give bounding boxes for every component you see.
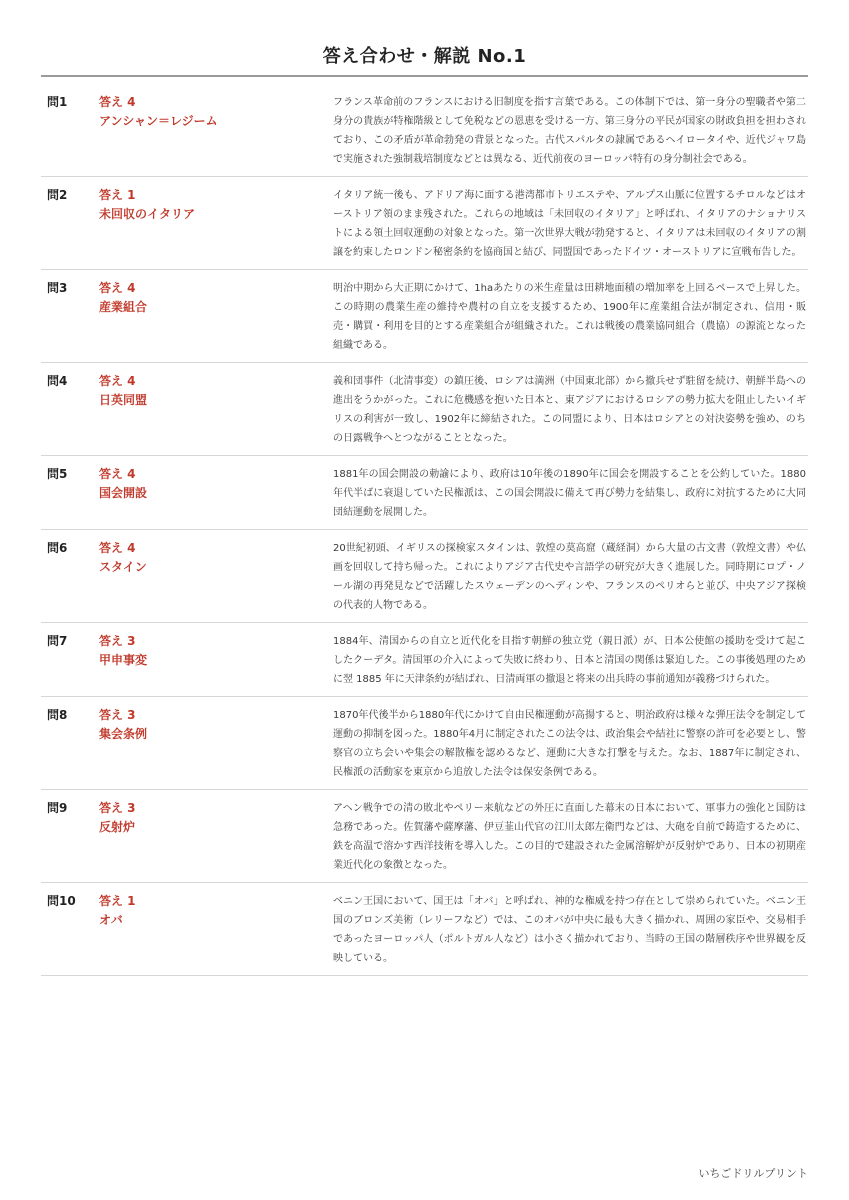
answer-row — [41, 883, 808, 976]
question-number: 問1 — [47, 95, 68, 109]
question-number: 問3 — [47, 281, 68, 295]
explanation-text: 1870年代後半から1880年代にかけて自由民権運動が高揚すると、明治政府は様々な弾圧法令を制定して運動の抑制を図った。1880年4月に制定されたこの法令は、政治集会や結社に警察の許可を必要とし、警察官の立ち会いや集会の解散権を認めるなど、運動に大きな打撃を与えた。なお、1887年に制定され、民権派の活動家を東京から追放した法令は保安条例である。 — [333, 710, 806, 778]
answer-label: 答え 4 — [99, 467, 136, 481]
answer-term: スタイン — [99, 560, 147, 574]
title-divider — [41, 75, 808, 77]
explanation-text: ベニン王国において、国王は「オバ」と呼ばれ、神的な権威を持つ存在として崇められていた。ベニン王国のブロンズ美術（レリーフなど）では、このオバが中央に最も大きく描かれ、周囲の家臣や、交易相手であったヨーロッパ人（ポルトガル人など）は小さく描かれており、当時の王国の階層秩序や世界観を反映している。 — [333, 896, 806, 964]
answer-block — [99, 279, 333, 317]
answer-block — [99, 632, 333, 670]
footer-brand: いちごドリルプリント — [698, 1167, 808, 1180]
answer-block — [99, 372, 333, 410]
answer-block — [99, 799, 333, 837]
answer-label: 答え 1 — [99, 894, 136, 908]
explanation-text: 1884年、清国からの自立と近代化を目指す朝鮮の独立党（親日派）が、日本公使館の援助を受けて起こしたクーデタ。清国軍の介入によって失敗に終わり、日本と清国の関係は緊迫した。この事後処理のために翌 1885 年に天津条約が結ばれ、日清両軍の撤退と将来の出兵時の事前通知が義務づけられた。 — [333, 636, 806, 685]
answer-block — [99, 186, 333, 224]
answer-block — [99, 93, 333, 131]
explanation-text: 1881年の国会開設の勅諭により、政府は10年後の1890年に国会を開設することを公約していた。1880年代半ばに衰退していた民権派は、この国会開設に備えて再び勢力を結集し、政府に対抗するために大同団結運動を展開した。 — [333, 469, 806, 518]
answer-block — [99, 706, 333, 744]
explanation-text: 明治中期から大正期にかけて、1haあたりの米生産量は田耕地面積の増加率を上回るペースで上昇した。この時期の農業生産の維持や農村の自立を支援するため、1900年に産業組合法が制定され、信用・販売・購買・利用を目的とする産業組合が組織された。これは戦後の農業協同組合（農協）の源流となった組織である。 — [333, 283, 806, 351]
question-number: 問2 — [47, 188, 68, 202]
answer-term: 甲申事変 — [99, 653, 148, 667]
question-number: 問10 — [47, 894, 76, 908]
question-number: 問5 — [47, 467, 68, 481]
answer-row — [41, 623, 808, 697]
answer-row — [41, 177, 808, 270]
answer-list — [41, 84, 808, 976]
explanation-text: アヘン戦争での清の敗北やペリー来航などの外圧に直面した幕末の日本において、軍事力の強化と国防は急務であった。佐賀藩や薩摩藩、伊豆韮山代官の江川太郎左衛門などは、大砲を自前で鋳造するために、鉄を高温で溶かす西洋技術を導入した。この目的で建設された金属溶解炉が反射炉であり、日本の初期産業近代化の象徴となった。 — [333, 803, 806, 871]
explanation-text: イタリア統一後も、アドリア海に面する港湾都市トリエステや、アルプス山脈に位置するチロルなどはオーストリア領のまま残された。これらの地域は「未回収のイタリア」と呼ばれ、イタリアのナショナリストによる領土回収運動の対象となった。第一次世界大戦が勃発すると、イタリアは未回収のイタリアの割譲を約束したロンドン秘密条約を協商国と結び、同盟国であったドイツ・オーストリアに宣戦布告した。 — [333, 190, 806, 258]
explanation-text: フランス革命前のフランスにおける旧制度を指す言葉である。この体制下では、第一身分の聖職者や第二身分の貴族が特権階級として免税などの恩恵を受ける一方、第三身分の平民が国家の財政負担を担わされており、この矛盾が革命勃発の背景となった。古代スパルタの隷属であるヘイロータイや、近代ジャワ島で実施された強制栽培制度などとは異なる、近代前夜のヨーロッパ特有の身分制社会である。 — [333, 97, 806, 165]
answer-term: オバ — [99, 913, 123, 927]
answer-row — [41, 270, 808, 363]
explanation-text: 義和団事件（北清事変）の鎮圧後、ロシアは満洲（中国東北部）から撤兵せず駐留を続け、朝鮮半島への進出をうかがった。これに危機感を抱いた日本と、東アジアにおけるロシアの勢力拡大を阻止したいイギリスの利害が一致し、1902年に締結された。この同盟により、日本はロシアとの対決姿勢を強め、のちの日露戦争へとつながることとなった。 — [333, 376, 806, 444]
answer-term: 反射炉 — [99, 820, 136, 834]
answer-row — [41, 697, 808, 790]
answer-term: 未回収のイタリア — [99, 207, 196, 221]
answer-row — [41, 456, 808, 530]
answer-label: 答え 4 — [99, 95, 136, 109]
question-number: 問9 — [47, 801, 68, 815]
answer-label: 答え 3 — [99, 708, 136, 722]
answer-label: 答え 3 — [99, 801, 136, 815]
answer-row — [41, 363, 808, 456]
answer-block — [99, 465, 333, 503]
question-number: 問6 — [47, 541, 68, 555]
question-number: 問7 — [47, 634, 68, 648]
question-number: 問4 — [47, 374, 68, 388]
answer-term: アンシャン＝レジーム — [99, 114, 218, 128]
answer-row — [41, 790, 808, 883]
answer-label: 答え 3 — [99, 634, 136, 648]
answer-block — [99, 539, 333, 577]
question-number: 問8 — [47, 708, 68, 722]
page-title: 答え合わせ・解説 No.1 — [322, 46, 527, 67]
answer-label: 答え 4 — [99, 281, 136, 295]
answer-row — [41, 84, 808, 177]
explanation-text: 20世紀初頭、イギリスの探検家スタインは、敦煌の莫高窟（蔵経洞）から大量の古文書（敦煌文書）や仏画を回収して持ち帰った。これによりアジア古代史や言語学の研究が大きく進展した。同時期にロプ・ノール湖の再発見などで活躍したスウェーデンのヘディンや、フランスのペリオらと並び、中央アジア探検の代表的人物である。 — [333, 543, 806, 611]
answer-label: 答え 4 — [99, 374, 136, 388]
answer-block — [99, 892, 333, 930]
answer-row — [41, 530, 808, 623]
answer-term: 産業組合 — [99, 300, 148, 314]
answer-term: 日英同盟 — [99, 393, 148, 407]
answer-term: 集会条例 — [99, 727, 148, 741]
answer-label: 答え 1 — [99, 188, 136, 202]
answer-label: 答え 4 — [99, 541, 136, 555]
answer-term: 国会開設 — [99, 486, 148, 500]
